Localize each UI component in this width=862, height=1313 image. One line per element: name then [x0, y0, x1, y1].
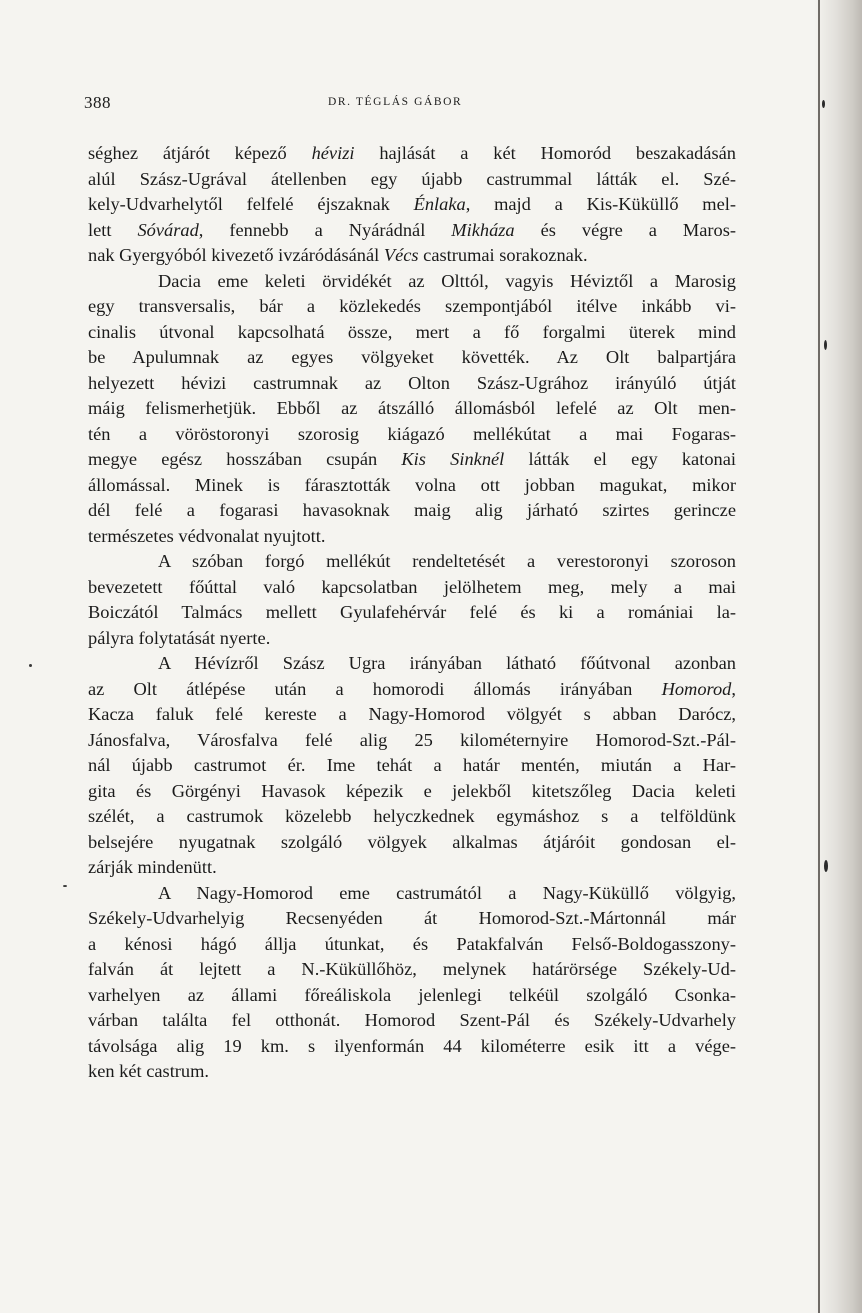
paragraph	[88, 881, 736, 1085]
text-run: Boiczától Talmács mellett Gyulafehérvár felé és ki a romániai la-	[88, 602, 736, 622]
text-run: , fennebb a Nyárádnál	[198, 219, 452, 240]
text-line	[88, 1008, 736, 1034]
text-run: varhelyen az állami főreáliskola jelenlegi telkéül szolgáló Csonka-	[88, 984, 736, 1005]
binding-edge	[818, 0, 820, 1313]
text-line	[88, 575, 736, 601]
text-line	[88, 881, 736, 907]
italic-place-name: Homorod	[661, 678, 732, 699]
text-run: bevezetett főúttal való kapcsolatban jelölhetem meg, mely a mai	[88, 576, 736, 597]
text-run: , majd a Kis-Küküllő mel-	[465, 194, 737, 214]
italic-place-name: hévizi	[311, 143, 355, 163]
text-line	[88, 243, 736, 269]
text-run: pályra folytatását nyerte.	[88, 627, 271, 648]
text-line	[88, 779, 736, 805]
text-line	[88, 218, 736, 244]
text-run: ,	[731, 678, 736, 699]
text-line	[88, 906, 736, 932]
text-line	[88, 600, 736, 626]
text-run: megye egész hosszában csupán	[88, 449, 402, 469]
text-line	[88, 396, 736, 422]
text-run: Jánosfalva, Városfalva felé alig 25 kilométernyire Homorod-Szt.-Pál-	[88, 729, 736, 750]
text-run: várban találta fel otthonát. Homorod Szent-Pál és Székely-Udvarhely	[88, 1010, 736, 1030]
text-run: helyezett hévizi castrumnak az Olton Szász-Ugrához irányúló útját	[88, 372, 736, 393]
text-run: belsejére nyugatnak szolgáló völgyek alkalmas átjáróit gondosan el-	[88, 831, 736, 852]
text-run: az Olt átlépése után a homorodi állomás irányában	[88, 678, 662, 699]
text-line	[88, 1059, 736, 1085]
text-line	[88, 269, 736, 295]
text-run: természetes védvonalat nyujtott.	[88, 525, 326, 546]
text-run: máig felismerhetjük. Ebből az átszálló állomásból lefelé az Olt men-	[88, 398, 736, 418]
text-run: A szóban forgó mellékút rendeltetését a verestoronyi szoroson	[158, 551, 736, 571]
text-run: nak Gyergyóból kivezető ivzáródásánál	[88, 245, 384, 265]
page-header	[0, 93, 862, 119]
text-run: Székely-Udvarhelyig Recsenyéden át Homorod-Szt.-Mártonnál már	[88, 908, 736, 928]
text-line	[88, 524, 736, 550]
text-run: zárják mindenütt.	[88, 857, 217, 877]
text-run: Kacza faluk felé kereste a Nagy-Homorod völgyét s abban Darócz,	[88, 704, 736, 724]
text-run: látták el egy katonai	[504, 449, 736, 469]
text-line	[88, 422, 736, 448]
print-speck	[824, 860, 828, 872]
paragraph	[88, 269, 736, 550]
text-line	[88, 804, 736, 830]
print-speck	[822, 100, 825, 108]
text-line	[88, 167, 736, 193]
text-line	[88, 855, 736, 881]
print-speck	[824, 340, 827, 350]
text-line	[88, 447, 736, 473]
text-line	[88, 932, 736, 958]
text-run: és végre a Maros-	[514, 219, 736, 240]
text-line	[88, 702, 736, 728]
text-line	[88, 753, 736, 779]
paragraph	[88, 651, 736, 881]
text-run: egy transversalis, bár a közlekedés szempontjából itélve inkább vi-	[88, 296, 736, 316]
text-run: castrumai sorakoznak.	[418, 245, 588, 265]
text-line	[88, 345, 736, 371]
italic-place-name: Kis Sinknél	[401, 449, 505, 469]
text-run: alúl Szász-Ugrával átellenben egy újabb castrummal látták el. Szé-	[88, 168, 736, 189]
text-line	[88, 294, 736, 320]
text-run: a kénosi hágó állja útunkat, és Patakfalván Felső-Boldogasszony-	[88, 933, 736, 954]
text-line	[88, 651, 736, 677]
text-run: A Nagy-Homorod eme castrumától a Nagy-Küküllő völgyig,	[158, 882, 736, 903]
text-run: szélét, a castrumok közelebb helyczkednek egymáshoz s a telföldünk	[88, 806, 736, 826]
text-run: falván át lejtett a N.-Küküllőhöz, melynek határörsége Székely-Ud-	[88, 959, 736, 979]
text-line	[88, 549, 736, 575]
text-line	[88, 957, 736, 983]
text-line	[88, 677, 736, 703]
text-line	[88, 626, 736, 652]
text-run: nál újabb castrumot ér. Ime tehát a határ mentén, miután a Har-	[88, 755, 736, 775]
italic-place-name: Énlaka	[413, 194, 466, 214]
italic-place-name: Sóvárad	[137, 219, 199, 240]
text-run: állomással. Minek is fárasztották volna ott jobban magukat, mikor	[88, 474, 736, 495]
italic-place-name: Mikháza	[451, 219, 515, 240]
text-line	[88, 192, 736, 218]
text-run: Dacia eme keleti örvidékét az Olttól, vagyis Héviztől a Marosig	[158, 270, 736, 291]
text-line	[88, 320, 736, 346]
running-head: DR. TÉGLÁS GÁBOR	[328, 96, 463, 108]
text-line	[88, 1034, 736, 1060]
text-run: távolsága alig 19 km. s ilyenformán 44 kilométerre esik itt a vége-	[88, 1035, 736, 1056]
text-line	[88, 141, 736, 167]
text-run: dél felé a fogarasi havasoknak maig alig járható szirtes gerincze	[88, 500, 736, 520]
text-run: kely-Udvarhelytől felfelé éjszaknak	[88, 194, 414, 214]
text-line	[88, 983, 736, 1009]
text-run: cinalis útvonal kapcsolhatá össze, mert a fő forgalmi üterek mind	[88, 321, 736, 342]
text-run: tén a vöröstoronyi szorosig kiágazó mellékútat a mai Fogaras-	[88, 423, 736, 444]
text-line	[88, 473, 736, 499]
print-speck	[63, 885, 67, 887]
text-line	[88, 371, 736, 397]
page-number: 388	[84, 93, 111, 112]
text-line	[88, 498, 736, 524]
text-run: lett	[88, 219, 138, 240]
text-line	[88, 728, 736, 754]
paragraph	[88, 549, 736, 651]
binding-shadow	[814, 0, 862, 1313]
text-run: gita és Görgényi Havasok képezik e jelekből kitetszőleg Dacia keleti	[88, 780, 736, 801]
text-run: A Hévízről Szász Ugra irányában látható főútvonal azonban	[158, 653, 736, 673]
print-speck	[29, 664, 32, 667]
body-text	[88, 141, 736, 1085]
paragraph	[88, 141, 736, 269]
text-run: séghez átjárót képező	[88, 143, 312, 163]
text-run: be Apulumnak az egyes völgyeket követték. Az Olt balpartjára	[88, 347, 736, 367]
text-run: hajlását a két Homoród beszakadásán	[354, 143, 736, 163]
italic-place-name: Vécs	[383, 245, 419, 265]
text-line	[88, 830, 736, 856]
text-run: ken két castrum.	[88, 1061, 210, 1081]
